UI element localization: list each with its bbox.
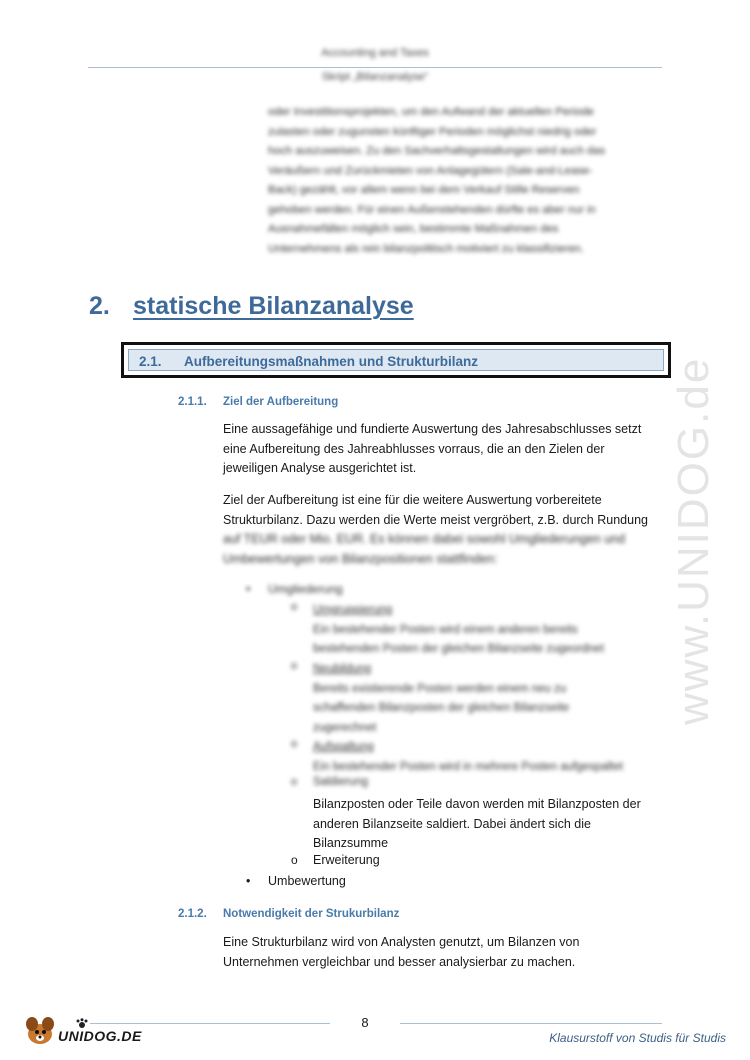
text-line: Eine aussagefähige und fundierte Auswertung des Jahresabschlusses setzt — [223, 422, 642, 436]
text-line: anderen Bilanzseite saldiert. Dabei ändert sich die — [313, 816, 591, 831]
paragraph-ziel-1 — [223, 420, 663, 479]
text-line-blurred: Umbewertungen von Bilanzpositionen stattfinden: — [223, 551, 498, 566]
footer-tagline: Klausurstoff von Studis für Studis — [549, 1031, 726, 1045]
text-line: Bilanzposten oder Teile davon werden mit Bilanzposten der — [313, 797, 641, 811]
sub-bullet-marker: o — [291, 601, 298, 613]
saldierung-description — [313, 795, 683, 854]
text-line: Eine Strukturbilanz wird von Analysten genutzt, um Bilanzen von — [223, 935, 580, 949]
text-line: jeweiligen Analyse ausgerichtet ist. — [223, 461, 417, 475]
intro-line: hoch auszuweisen. Zu den Sachverhaltsgestaltungen wird auch das — [268, 145, 606, 157]
footer-divider-right — [400, 1023, 662, 1024]
text-line: eine Aufbereitung des Jahreabhlusses vorraus, die an den Zielen der — [223, 441, 605, 456]
sublist-item-title: Neubildung — [313, 663, 372, 675]
intro-line: oder Investitionsprojekten, um den Aufwand der aktuellen Periode — [268, 106, 594, 118]
text-line-blurred: auf TEUR oder Mio. EUR. Es können dabei sowohl Umgliederungen und — [223, 532, 626, 546]
subsubsection-heading-1 — [178, 396, 338, 408]
subsubsection-number: 2.1.2. — [178, 908, 207, 920]
page-number: 8 — [361, 1015, 369, 1030]
subsection-heading — [139, 354, 478, 369]
dog-logo-icon — [22, 1014, 62, 1048]
intro-line: Unternehmens als rein bilanzpolitisch motiviert zu klassifizieren. — [268, 242, 584, 255]
subsubsection-title: Notwendigkeit der Strukurbilanz — [223, 908, 400, 920]
text-line: Bilanzsumme — [313, 836, 389, 850]
list-item-umbewertung: Umbewertung — [268, 874, 346, 888]
header-subtitle: Skript „Bilanzanalyse“ — [321, 71, 429, 83]
sublist-item-title-saldierung: Saldierung — [313, 776, 368, 788]
sublist-item — [313, 738, 673, 777]
intro-paragraph — [268, 103, 658, 259]
section-heading — [89, 292, 414, 321]
sublist-item-line: Bereits existierende Posten werden einem neu zu — [313, 682, 567, 695]
subsection-heading-box — [121, 342, 671, 378]
subsection-heading-fill — [128, 349, 664, 371]
sub-bullet-marker: o — [291, 853, 298, 867]
subsubsection-number: 2.1.1. — [178, 396, 207, 408]
sub-bullet-marker: o — [291, 776, 298, 788]
subsection-title: Aufbereitungsmaßnahmen und Strukturbilanz — [184, 354, 479, 369]
intro-line: Ausnahmefällen möglich sein, bestimmte Maßnahmen des — [268, 223, 559, 235]
intro-line: gehoben werden. Für einen Außenstehenden dürfte es aber nur in — [268, 203, 596, 216]
paw-icon — [76, 1018, 88, 1028]
paragraph-notwendigkeit — [223, 933, 663, 972]
paragraph-ziel-2 — [223, 491, 663, 569]
sublist-item-line: Ein bestehender Posten wird in mehrere Posten aufgespaltet — [313, 760, 624, 773]
bullet-marker: • — [246, 874, 251, 888]
subsection-number: 2.1. — [139, 354, 162, 369]
sub-bullet-marker: o — [291, 738, 298, 750]
intro-line: zulasten oder zugunsten künftiger Perioden möglichst niedrig oder — [268, 125, 597, 138]
watermark-text: www.UNIDOG.de — [669, 356, 718, 725]
header-divider — [88, 67, 662, 68]
text-line: Unternehmen vergleichbar und besser analysierbar zu machen. — [223, 954, 576, 969]
footer-divider-left — [90, 1023, 330, 1024]
intro-line: Back) gezählt, vor allem wenn bei dem Verkauf Stille Reserven — [268, 184, 580, 196]
section-title: statische Bilanzanalyse — [133, 292, 414, 320]
subsubsection-heading-2 — [178, 908, 399, 920]
sublist-item-line: bestehenden Posten der gleichen Bilanzseite zugeordnet — [313, 643, 604, 655]
list-item-umgliederung: Umgliederung — [268, 582, 343, 596]
sublist-item-line: schaffenden Bilanzposten der gleichen Bilanzseite — [313, 702, 570, 714]
logo-text: UNIDOG.DE — [58, 1028, 142, 1044]
text-line: Strukturbilanz. Dazu werden die Werte meist vergröbert, z.B. durch Rundung — [223, 512, 648, 527]
text-line: Ziel der Aufbereitung ist eine für die weitere Auswertung vorbereitete — [223, 493, 602, 507]
subsubsection-title: Ziel der Aufbereitung — [223, 396, 339, 408]
sublist-item-line: zugerechnet — [313, 721, 377, 734]
header-title: Accounting and Taxes — [321, 47, 429, 59]
bullet-marker: • — [246, 582, 251, 596]
section-number: 2. — [89, 292, 110, 320]
sublist-item-erweiterung: Erweiterung — [313, 853, 380, 867]
sublist-item-title: Umgruppierung — [313, 604, 393, 616]
sublist-item-title: Aufspaltung — [313, 741, 374, 753]
intro-line: Veräußern und Zurückmieten von Anlagegütern (Sale-and-Lease- — [268, 164, 593, 177]
sublist-item-line: Ein bestehender Posten wird einem anderen bereits — [313, 623, 578, 636]
watermark — [608, 280, 750, 730]
sub-bullet-marker: o — [291, 660, 298, 672]
